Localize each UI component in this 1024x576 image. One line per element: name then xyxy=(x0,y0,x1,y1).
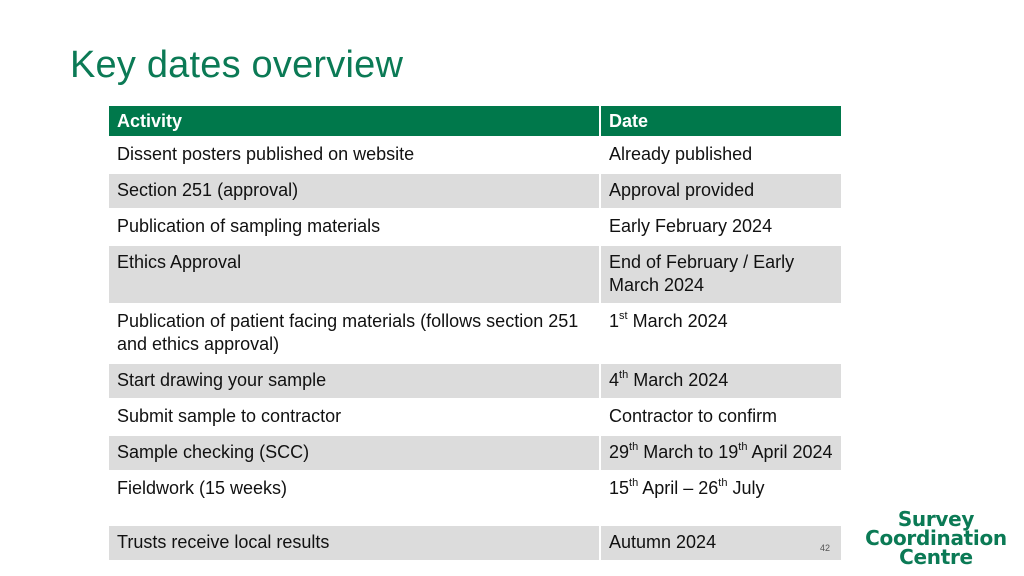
ordinal-suffix: th xyxy=(718,477,728,489)
logo-line: Survey xyxy=(897,507,975,531)
date-text: July xyxy=(727,478,765,498)
table-row xyxy=(109,174,841,210)
date-text: March 2024 xyxy=(627,311,728,331)
date-cell: Approval provided xyxy=(601,174,841,208)
page-title: Key dates overview xyxy=(70,44,404,86)
table-row xyxy=(109,246,841,305)
date-text: 4 xyxy=(609,370,620,390)
activity-cell: Ethics Approval xyxy=(109,246,601,303)
date-text: 29 xyxy=(609,442,630,462)
activity-cell: Publication of sampling materials xyxy=(109,210,601,244)
date-cell: End of February / Early March 2024 xyxy=(601,246,841,303)
date-cell: Contractor to confirm xyxy=(601,400,841,434)
date-cell: Autumn 2024 xyxy=(601,526,841,560)
table-header-row xyxy=(109,106,841,138)
activity-cell: Trusts receive local results xyxy=(109,526,601,560)
table-row xyxy=(109,472,841,508)
logo-line: Centre xyxy=(899,545,973,569)
table-row xyxy=(109,400,841,436)
date-text: April – 26 xyxy=(638,478,719,498)
ordinal-suffix: th xyxy=(629,477,639,489)
table-row xyxy=(109,138,841,174)
activity-cell: Submit sample to contractor xyxy=(109,400,601,434)
date-cell: Already published xyxy=(601,138,841,172)
ordinal-suffix: th xyxy=(629,441,639,453)
ordinal-suffix: th xyxy=(738,441,748,453)
activity-cell: Sample checking (SCC) xyxy=(109,436,601,470)
date-cell xyxy=(601,305,841,362)
survey-coordination-centre-logo xyxy=(856,507,1016,569)
table-row xyxy=(109,526,841,562)
header-activity: Activity xyxy=(109,106,601,136)
row-spacer xyxy=(109,508,841,526)
date-cell xyxy=(601,364,841,398)
page-number: 42 xyxy=(820,543,831,553)
logo-line: Coordination xyxy=(865,526,1007,550)
date-text: April 2024 xyxy=(747,442,833,462)
activity-cell: Publication of patient facing materials (follows section 251 and ethics approval) xyxy=(109,305,601,362)
date-text: March to 19 xyxy=(638,442,739,462)
table-row xyxy=(109,364,841,400)
header-date: Date xyxy=(601,106,841,136)
key-dates-table xyxy=(109,106,841,562)
date-cell xyxy=(601,472,841,506)
activity-cell: Fieldwork (15 weeks) xyxy=(109,472,601,506)
table-row xyxy=(109,436,841,472)
date-text: 15 xyxy=(609,478,630,498)
activity-cell: Dissent posters published on website xyxy=(109,138,601,172)
date-text: 1 xyxy=(609,311,620,331)
date-cell: Early February 2024 xyxy=(601,210,841,244)
table-row xyxy=(109,305,841,364)
date-cell xyxy=(601,436,841,470)
activity-cell: Start drawing your sample xyxy=(109,364,601,398)
table-row xyxy=(109,210,841,246)
ordinal-suffix: th xyxy=(619,369,629,381)
activity-cell: Section 251 (approval) xyxy=(109,174,601,208)
date-text: March 2024 xyxy=(628,370,729,390)
ordinal-suffix: st xyxy=(619,310,628,322)
